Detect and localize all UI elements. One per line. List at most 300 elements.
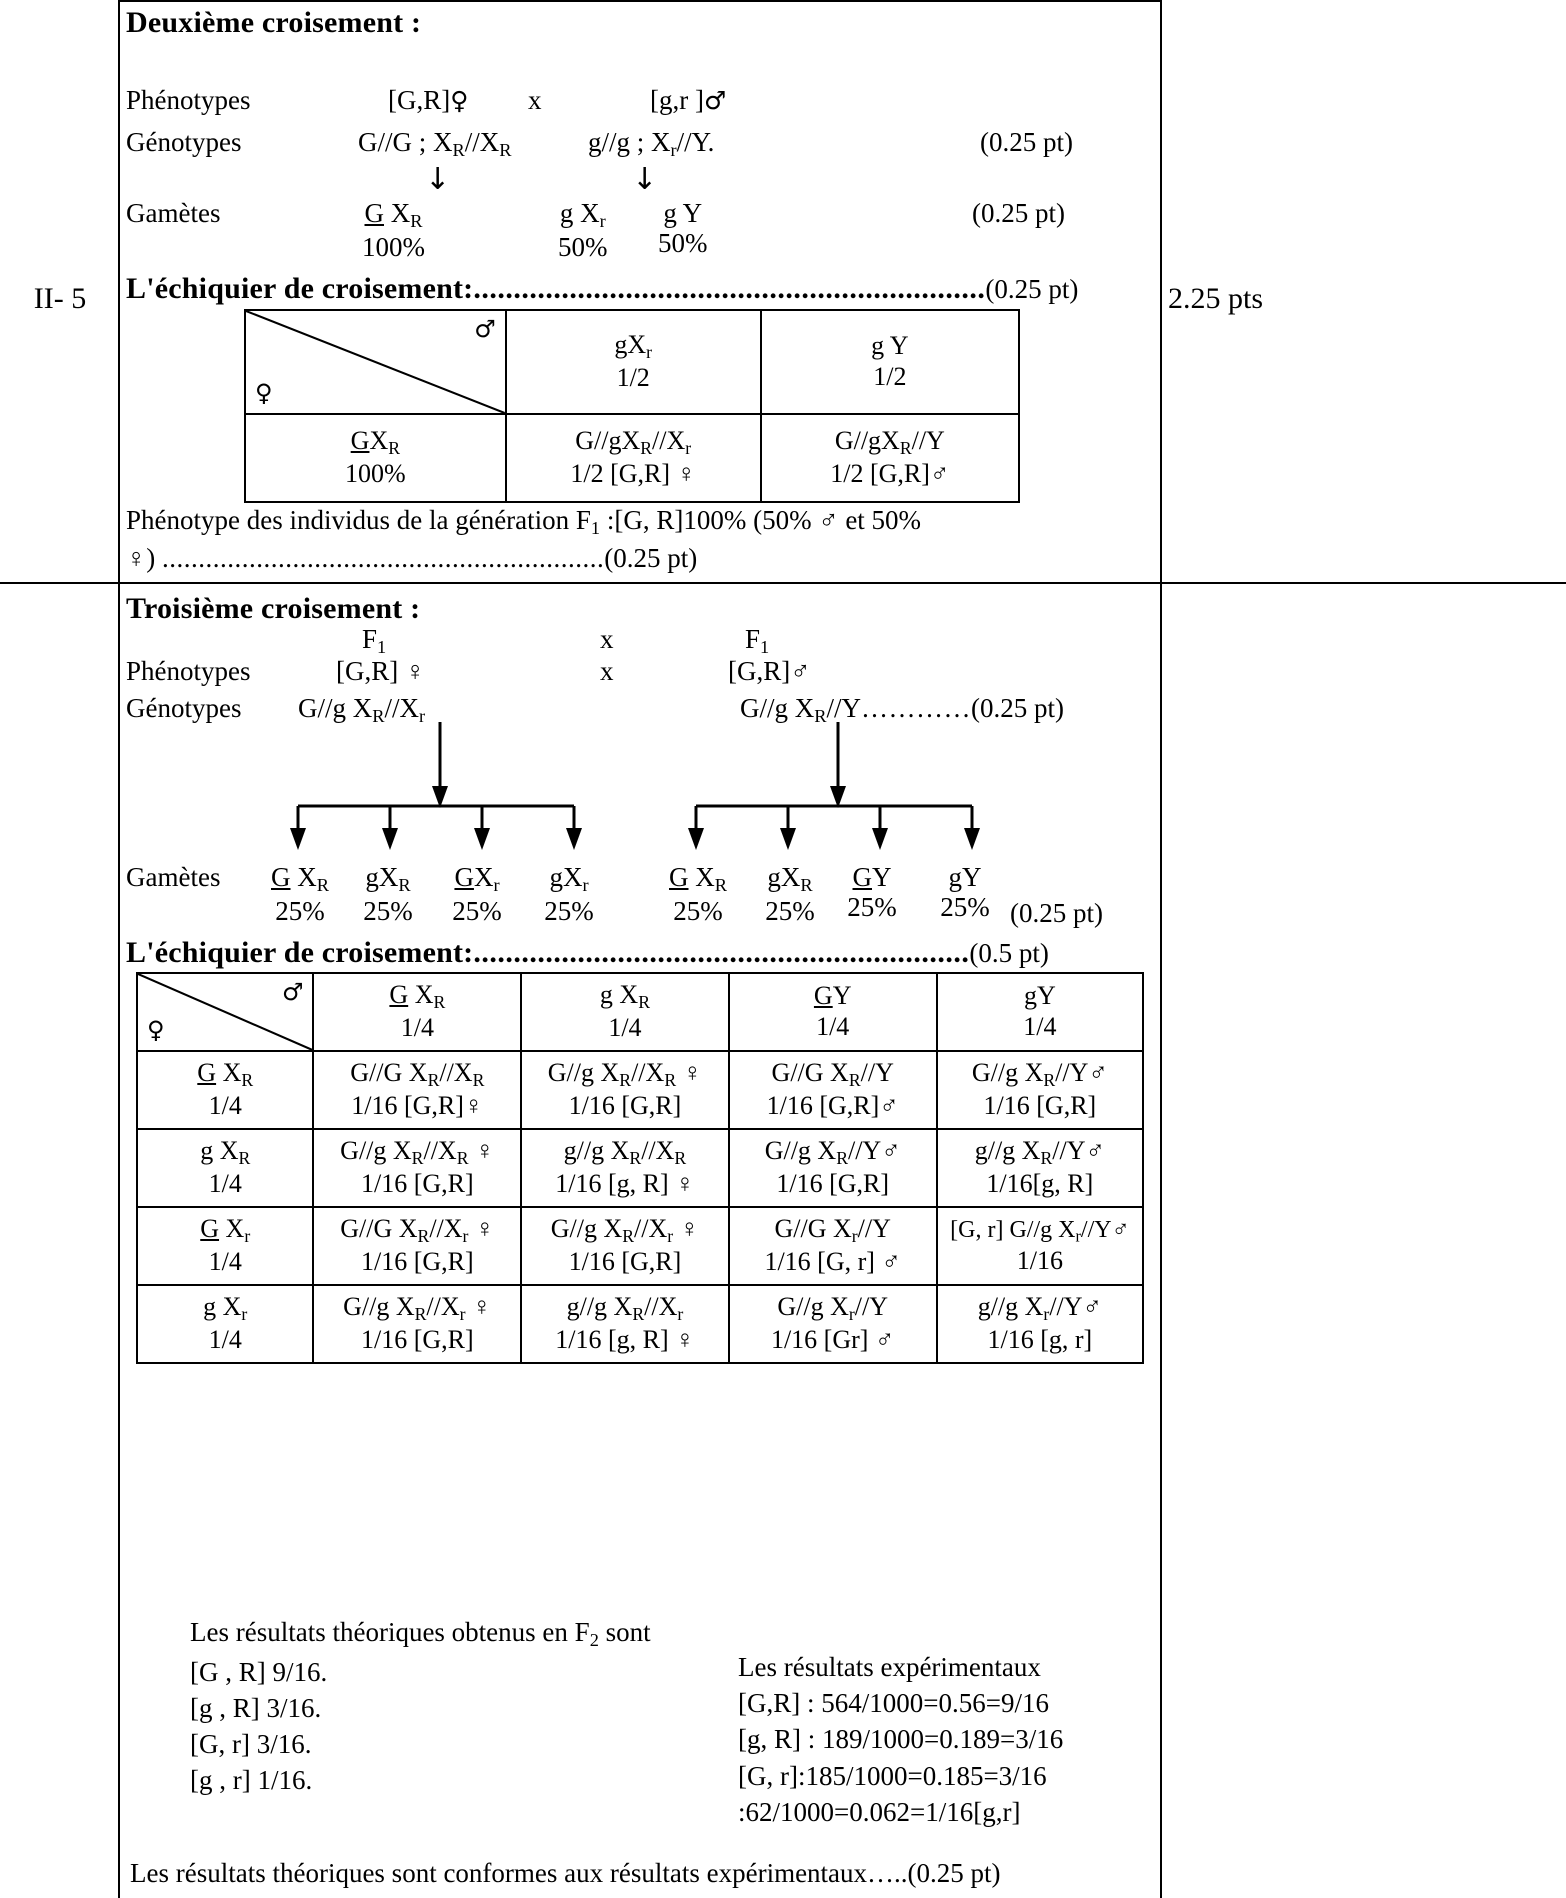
tgf1m: gX: [365, 862, 399, 892]
third-genotypes-label: Génotypes: [126, 693, 242, 723]
third-grid-heading: L'échiquier de croisement:: [126, 936, 474, 969]
t3ch2m: Y: [832, 981, 852, 1011]
c00-b: //X: [652, 426, 686, 456]
t3ch0m: X: [408, 980, 434, 1010]
theoretical-result-1: [g , R] 3/16.: [190, 1692, 322, 1723]
row-header-2: [137, 1207, 313, 1285]
p32a: G//g X: [777, 1292, 849, 1322]
page-left-rule: [118, 0, 120, 1898]
col-header-3: [937, 973, 1143, 1051]
trh-b: sont: [598, 1617, 651, 1647]
punnett-corner-cell-2: [137, 973, 313, 1051]
theoretical-result-2: [G, r] 3/16.: [190, 1729, 312, 1760]
tgf1s: R: [398, 875, 411, 896]
third-gametes-points: (0.25 pt): [1010, 898, 1103, 928]
theoretical-result-3: [g , r] 1/16.: [190, 1765, 313, 1796]
second-gamete-male-1: [558, 198, 608, 262]
third-gamete-m-1: [745, 862, 835, 926]
table-row: [137, 1129, 1143, 1207]
p20s2: r: [462, 1226, 469, 1247]
punnett-cell-2-1: [521, 1207, 728, 1285]
c01-b: //Y: [911, 426, 945, 456]
experimental-results-heading: Les résultats expérimentaux: [738, 1652, 1041, 1682]
row-header-3: [137, 1285, 313, 1363]
female-symbol-icon: ♀: [450, 86, 469, 115]
tgm0p: 25%: [673, 895, 723, 926]
t3rh1s: R: [238, 1148, 251, 1169]
tgf1p: 25%: [363, 895, 413, 926]
p30s2: r: [459, 1304, 466, 1325]
p00a: G//G X: [350, 1058, 428, 1088]
p23r: 1/16: [1016, 1245, 1063, 1275]
t3ch1f: 1/4: [608, 1013, 642, 1043]
g2f-a: G//G ; X: [358, 127, 453, 157]
p02b: //Y: [860, 1058, 894, 1088]
g2m-s: r: [670, 140, 677, 161]
punnett-cell-0-3: [937, 1051, 1143, 1129]
c01-r: 1/2 [G,R]♂: [830, 459, 950, 489]
final-conclusion: Les résultats théoriques sont conformes aux résultats expérimentaux…..(0.25 pt): [130, 1858, 1001, 1888]
trh-s: 2: [589, 1630, 599, 1651]
tgm2m: Y: [872, 862, 892, 892]
p32b: //Y: [854, 1292, 889, 1322]
f1r: F: [745, 624, 761, 654]
experimental-result-3: :62/1000=0.062=1/16[g,r]: [738, 1796, 1021, 1827]
p20b: //X: [429, 1214, 463, 1244]
p20r: 1/16 [G,R]: [361, 1247, 474, 1277]
tgm0u: G: [669, 862, 689, 892]
p10s2: R: [456, 1148, 469, 1169]
t3gm-a: G//g X: [740, 693, 815, 723]
c00-r: 1/2 [G,R] ♀: [570, 459, 697, 489]
gm2-m: g Y: [663, 198, 703, 228]
t3ch0s: R: [433, 992, 446, 1013]
punnett-table-second-cross: [244, 309, 1020, 503]
t3gf-b: //X: [384, 693, 420, 723]
t3rh1m: g X: [200, 1136, 239, 1166]
third-gamete-f-2: [432, 862, 522, 926]
gamete-branch-female: [286, 800, 596, 860]
p22b: //Y: [857, 1214, 891, 1244]
second-gamete-male-2: [658, 198, 708, 258]
t3ch3f: 1/4: [1023, 1012, 1057, 1041]
table-row: [245, 414, 1019, 502]
p11b: //X: [641, 1136, 675, 1166]
col-header-0: [506, 310, 761, 414]
punnett-cell-2-0: [313, 1207, 521, 1285]
p30c: ♀: [465, 1292, 492, 1322]
punnett-cell-0-2: [729, 1051, 937, 1129]
c01-a: G//gX: [834, 426, 900, 456]
c01-as: R: [899, 438, 912, 459]
third-gamete-f-3: [524, 862, 614, 926]
third-f1-female: [362, 624, 386, 658]
tgf3m: gX: [549, 862, 583, 892]
punnett-cell-3-2: [729, 1285, 937, 1363]
t3gf-a: G//g X: [298, 693, 373, 723]
t3ch1m: g X: [599, 980, 639, 1010]
diagonal-divider-icon: [246, 311, 505, 413]
second-phenotypes-male: [650, 85, 726, 115]
trh-a: Les résultats théoriques obtenus en F: [190, 1617, 590, 1647]
third-gametes-label: Gamètes: [126, 862, 221, 892]
p03s1: R: [1043, 1070, 1056, 1091]
rh0-u: G: [350, 426, 370, 456]
tgm2p: 25%: [847, 892, 897, 923]
gf-s: R: [410, 211, 423, 232]
punnett-cell-1-0: [313, 1129, 521, 1207]
p13a: g//g X: [974, 1136, 1041, 1166]
page-right-rule: [1160, 0, 1162, 1898]
third-grid-heading-row: [126, 936, 1049, 970]
male-symbol-icon: ♂: [703, 86, 727, 115]
arrow-down-icon-male: ↓: [632, 162, 658, 197]
t3ch2u: G: [813, 981, 833, 1011]
gm1-s: r: [599, 211, 606, 232]
second-gametes-points: (0.25 pt): [972, 198, 1065, 228]
second-grid-heading: L'échiquier de croisement:: [126, 272, 474, 305]
row-header-0: [137, 1051, 313, 1129]
t3rh2u: G: [200, 1214, 220, 1244]
second-gamete-male-1-pct: 50%: [558, 231, 608, 262]
t3ch3m: gY: [1023, 981, 1056, 1011]
table-header-row: [245, 310, 1019, 414]
p01r: 1/16 [G,R]: [568, 1091, 682, 1121]
p21c: ♀: [673, 1214, 700, 1244]
t3gm-s: R: [814, 706, 827, 727]
p33s1: r: [1043, 1304, 1050, 1325]
g2f-b: //X: [464, 127, 500, 157]
p32s1: r: [848, 1304, 855, 1325]
tgm1p: 25%: [765, 895, 815, 926]
f1ls: 1: [377, 637, 387, 658]
page-top-rule: [118, 0, 1160, 2]
punnett-cell-0-1: [521, 1051, 728, 1129]
punnett-cell-0-0: [506, 414, 761, 502]
scc-dots: .............................................................: [162, 543, 605, 573]
punnett-table-third-cross: [136, 972, 1144, 1364]
t3gf-s2: r: [419, 706, 426, 727]
p01a: G//g X: [547, 1058, 620, 1088]
p22a: G//G X: [774, 1214, 852, 1244]
scc-b: :[G, R]100% (50% ♂ et 50%: [600, 505, 922, 535]
col-header-0: [313, 973, 521, 1051]
theoretical-result-0: [G , R] 9/16.: [190, 1656, 328, 1687]
p21s2: r: [667, 1226, 674, 1247]
p00b: //X: [439, 1058, 473, 1088]
p33b: //Y♂: [1049, 1292, 1103, 1322]
second-genotypes-female: [358, 127, 512, 161]
p11a: g//g X: [563, 1136, 630, 1166]
p02a: G//G X: [771, 1058, 849, 1088]
p12r: 1/16 [G,R]: [776, 1169, 890, 1199]
g2f-s2: R: [499, 140, 512, 161]
p30b: //X: [426, 1292, 460, 1322]
second-genotypes-male: [588, 127, 714, 161]
ch0-m: gX: [614, 330, 647, 360]
p20s1: R: [417, 1226, 430, 1247]
t3rh3m: g X: [203, 1292, 242, 1322]
t3gm-dots: …………: [861, 693, 972, 723]
punnett-cell-1-3: [937, 1129, 1143, 1207]
t3rh2f: 1/4: [208, 1247, 242, 1277]
p00s1: R: [427, 1070, 440, 1091]
p30a: G//g X: [343, 1292, 415, 1322]
tgm1s: R: [800, 875, 813, 896]
p01s1: R: [619, 1070, 632, 1091]
third-cross-sign-top: x: [600, 624, 614, 654]
p12s1: R: [836, 1148, 848, 1169]
second-genotypes-label: Génotypes: [126, 127, 242, 157]
p01s2: R: [664, 1070, 677, 1091]
second-cross-conclusion-line2: [126, 543, 697, 573]
p21b: //X: [634, 1214, 668, 1244]
third-grid-points: (0.5 pt): [969, 938, 1049, 968]
punnett-cell-3-0: [313, 1285, 521, 1363]
t3rh0s: R: [241, 1070, 254, 1091]
g2f-s1: R: [452, 140, 465, 161]
corner-male-symbol-icon: ♂: [281, 978, 304, 1006]
punnett-cell-0-0: [313, 1051, 521, 1129]
corner-female-symbol-icon: ♀: [147, 1015, 165, 1044]
tgf2m: X: [473, 862, 494, 892]
p31s1: R: [632, 1304, 645, 1325]
p33r: 1/16 [g, r]: [987, 1325, 1093, 1355]
col-header-1: [761, 310, 1019, 414]
p31s2: r: [677, 1304, 684, 1325]
p13s1: R: [1040, 1148, 1053, 1169]
tgf2s: r: [493, 875, 500, 896]
p22r: 1/16 [G, r] ♂: [764, 1247, 901, 1277]
gf-u: G: [364, 198, 384, 228]
t3rh2s: r: [244, 1226, 251, 1247]
p31r: 1/16 [g, R] ♀: [555, 1325, 695, 1355]
second-grid-heading-dots: ................................................................: [473, 272, 986, 305]
tgf3s: r: [582, 875, 589, 896]
t3ch0f: 1/4: [400, 1013, 434, 1043]
p03r: 1/16 [G,R]: [983, 1091, 1097, 1121]
t3gm-b: //Y: [826, 693, 862, 723]
second-phenotypes-male-text: [g,r ]: [650, 85, 704, 115]
ch0-s: r: [646, 342, 653, 363]
p10c: ♀: [468, 1136, 495, 1166]
row-header-1: [137, 1129, 313, 1207]
t3rh2m: X: [219, 1214, 245, 1244]
tgm3m: gY: [948, 862, 982, 892]
experimental-result-0: [G,R] : 564/1000=0.56=9/16: [738, 1688, 1049, 1719]
rh0-s: R: [388, 438, 401, 459]
p11s2: R: [674, 1148, 687, 1169]
punnett-cell-2-3: [937, 1207, 1143, 1285]
p03a: G//g X: [971, 1058, 1044, 1088]
second-gamete-female-pct: 100%: [362, 231, 425, 262]
p21a: G//g X: [550, 1214, 623, 1244]
f1l: F: [362, 624, 378, 654]
experimental-results-block: [738, 1652, 1063, 1827]
second-phenotypes-label: Phénotypes: [126, 85, 251, 115]
t3rh0m: X: [216, 1058, 242, 1088]
p00s2: R: [472, 1070, 485, 1091]
tgf0u: G: [271, 862, 291, 892]
punnett-corner-cell: [245, 310, 506, 414]
p11r: 1/16 [g, R] ♀: [555, 1169, 695, 1199]
gf-m: X: [384, 198, 411, 228]
third-grid-heading-dots: ..............................................................: [473, 936, 970, 969]
experimental-result-1: [g, R] : 189/1000=0.189=3/16: [738, 1724, 1064, 1755]
third-cross-title: Troisième croisement :: [126, 592, 421, 625]
tgf2p: 25%: [452, 895, 502, 926]
third-phenotypes-female: [G,R] ♀: [336, 656, 426, 686]
ch1-m: g Y: [871, 331, 909, 361]
second-cross-title: Deuxième croisement :: [126, 6, 422, 39]
second-phenotypes-female: [388, 85, 468, 115]
third-cross-sign: x: [600, 656, 614, 686]
tgm2u: G: [852, 862, 872, 892]
p32r: 1/16 [Gr] ♂: [770, 1325, 895, 1355]
tgf0p: 25%: [275, 895, 325, 926]
third-phenotypes-male: [G,R]♂: [728, 656, 811, 686]
second-grid-points: (0.25 pt): [985, 274, 1079, 304]
g2m-a: g//g ; X: [588, 127, 671, 157]
third-gamete-f-1: [343, 862, 433, 926]
rh0-m: X: [369, 426, 389, 456]
second-cross-sign: x: [528, 85, 542, 115]
corner-male-symbol-icon: ♂: [474, 315, 496, 343]
p21r: 1/16 [G,R]: [568, 1247, 682, 1277]
third-gamete-m-0: [653, 862, 743, 926]
second-gamete-female: [362, 198, 425, 262]
p20c: ♀: [468, 1214, 495, 1244]
c00-bs: r: [685, 438, 692, 459]
tgf3p: 25%: [544, 895, 594, 926]
t3rh0f: 1/4: [208, 1091, 242, 1121]
arrow-down-icon-female: ↓: [425, 162, 451, 197]
c00-as: R: [640, 438, 653, 459]
p21s1: R: [622, 1226, 635, 1247]
punnett-cell-3-1: [521, 1285, 728, 1363]
t3rh1f: 1/4: [208, 1169, 242, 1199]
tgm0m: X: [688, 862, 715, 892]
third-gamete-f-0: [255, 862, 345, 926]
p03b: //Y♂: [1055, 1058, 1108, 1088]
punnett-cell-2-2: [729, 1207, 937, 1285]
t3rh0u: G: [197, 1058, 217, 1088]
p01b: //X: [631, 1058, 665, 1088]
table-row: [137, 1207, 1143, 1285]
p22s1: r: [851, 1226, 858, 1247]
tgf0m: X: [290, 862, 317, 892]
p33a: g//g X: [977, 1292, 1044, 1322]
gm1-m: g X: [559, 198, 600, 228]
third-gamete-m-2: [827, 862, 917, 922]
t3rh3f: 1/4: [208, 1325, 242, 1355]
punnett-cell-0-1: [761, 414, 1019, 502]
p12b: //Y♂: [847, 1136, 901, 1166]
p31b: //X: [644, 1292, 678, 1322]
rh0-f: 100%: [345, 459, 406, 489]
tgm0s: R: [714, 875, 727, 896]
t3ch2f: 1/4: [816, 1012, 850, 1041]
punnett-cell-3-3: [937, 1285, 1143, 1363]
col-header-1: [521, 973, 728, 1051]
table-row: [137, 1051, 1143, 1129]
third-f1-male: [745, 624, 769, 658]
p10s1: R: [411, 1148, 424, 1169]
second-gamete-male-2-pct: 50%: [658, 228, 708, 259]
p10b: //X: [423, 1136, 457, 1166]
tgf2u: G: [454, 862, 474, 892]
punnett-cell-1-2: [729, 1129, 937, 1207]
experimental-result-2: [G, r]:185/1000=0.185=3/16: [738, 1760, 1047, 1791]
theoretical-results-block: [190, 1617, 651, 1796]
scc-sub: 1: [590, 518, 601, 539]
p02r: 1/16 [G,R]♂: [766, 1091, 899, 1121]
f1rs: 1: [760, 637, 770, 658]
ch1-f: 1/2: [873, 362, 907, 391]
corner-female-symbol-icon: ♀: [255, 378, 273, 407]
second-gametes-label: Gamètes: [126, 198, 221, 228]
p23s1: r: [1075, 1226, 1081, 1246]
p20a: G//G X: [340, 1214, 418, 1244]
p30r: 1/16 [G,R]: [361, 1325, 474, 1355]
scc-a: Phénotype des individus de la génération F: [126, 505, 591, 535]
tgm3p: 25%: [940, 892, 990, 923]
scc-c: ♀): [126, 543, 162, 573]
table-header-row: [137, 973, 1143, 1051]
col-header-2: [729, 973, 937, 1051]
tgf0s: R: [316, 875, 329, 896]
ch0-f: 1/2: [616, 363, 650, 393]
question-id: II- 5: [33, 282, 87, 315]
scc-pts: (0.25 pt): [604, 543, 698, 573]
t3ch0u: G: [389, 980, 409, 1010]
question-points: 2.25 pts: [1168, 282, 1264, 315]
third-gamete-m-3: [920, 862, 1010, 922]
t3ch1s: R: [638, 992, 650, 1013]
p00r: 1/16 [G,R]♀: [351, 1091, 484, 1121]
table-row: [137, 1285, 1143, 1363]
p12a: G//g X: [764, 1136, 837, 1166]
p23b: //Y♂: [1080, 1216, 1130, 1243]
row-header-0: [245, 414, 506, 502]
second-grid-heading-row: [126, 272, 1156, 306]
t3gf-s1: R: [372, 706, 385, 727]
p13r: 1/16[g, R]: [986, 1169, 1094, 1199]
third-phenotypes-label: Phénotypes: [126, 656, 251, 686]
second-cross-conclusion: [126, 505, 1154, 539]
p23a: [G, r] G//g X: [950, 1216, 1076, 1243]
section-divider-rule: [0, 582, 1566, 584]
p11s1: R: [629, 1148, 642, 1169]
p01c: ♀: [676, 1058, 703, 1088]
c00-a: G//gX: [575, 426, 641, 456]
theoretical-results-heading: [190, 1617, 651, 1651]
tgm1m: gX: [767, 862, 801, 892]
second-phenotypes-female-text: [G,R]: [388, 85, 451, 115]
p30s1: R: [414, 1304, 427, 1325]
p10a: G//g X: [340, 1136, 412, 1166]
p31a: g//g X: [566, 1292, 633, 1322]
g2m-b: //Y.: [676, 127, 715, 157]
punnett-cell-1-1: [521, 1129, 728, 1207]
gamete-branch-male: [684, 800, 994, 860]
t3rh3s: r: [241, 1304, 248, 1325]
t3gm-pts: (0.25 pt): [971, 693, 1064, 723]
second-genotypes-points: (0.25 pt): [980, 127, 1073, 157]
p13b: //Y♂: [1052, 1136, 1105, 1166]
p10r: 1/16 [G,R]: [361, 1169, 474, 1199]
p02s1: R: [848, 1070, 861, 1091]
